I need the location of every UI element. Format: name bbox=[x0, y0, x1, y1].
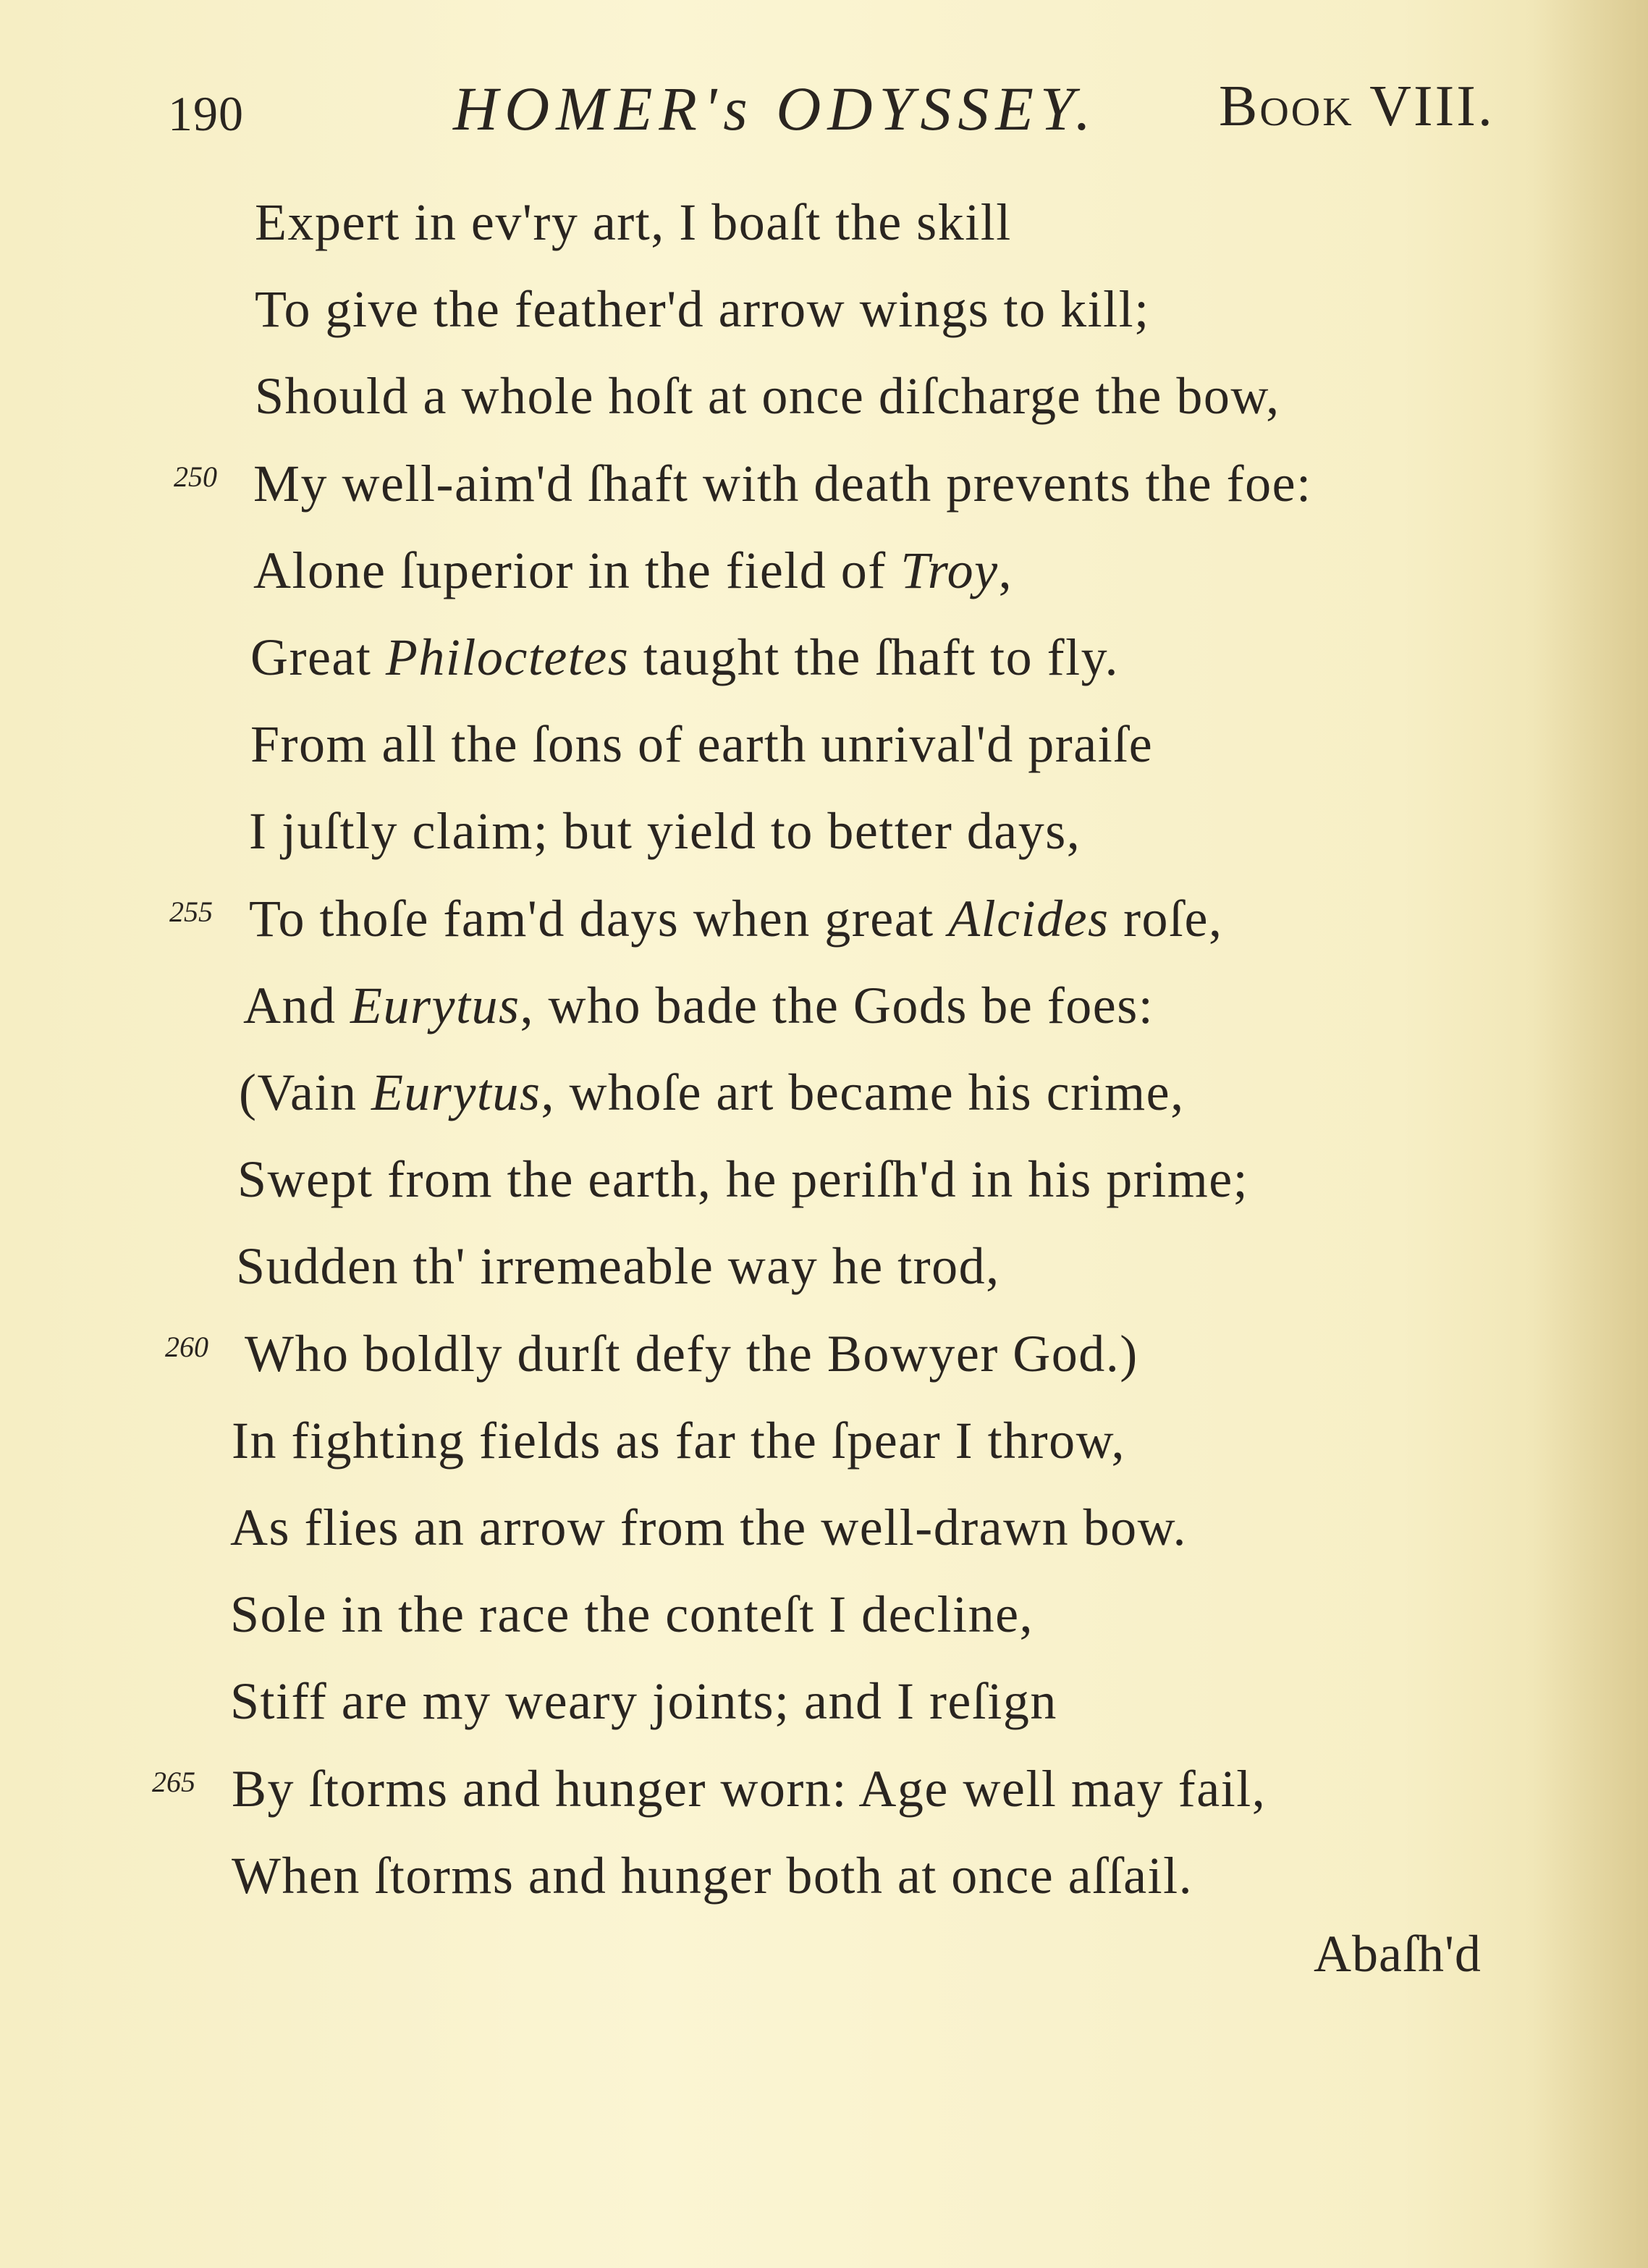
poem-line-text: (Vain Eurytus, whoſe art became his crime, bbox=[239, 1063, 1185, 1121]
line-number: 260 bbox=[165, 1331, 208, 1363]
poem-line bbox=[0, 801, 1648, 874]
poem-line-text: As flies an arrow from the well-drawn bow. bbox=[230, 1498, 1187, 1556]
page-number: 190 bbox=[168, 86, 244, 141]
poem-line-text: By ſtorms and hunger worn: Age well may fail, bbox=[232, 1760, 1267, 1818]
poem-line-text: Sole in the race the conteſt I decline, bbox=[230, 1585, 1034, 1643]
poem-line-text: Sudden th' irremeable way he trod, bbox=[236, 1237, 1000, 1295]
poem-line bbox=[0, 279, 1648, 352]
poem-line bbox=[0, 1672, 1648, 1744]
poem-line-text: Should a whole hoſt at once diſcharge the bow, bbox=[255, 367, 1280, 425]
poem-line bbox=[0, 1585, 1648, 1657]
poem-line-text: Alone ſuperior in the field of Troy, bbox=[253, 541, 1013, 599]
poem-line-text: From all the ſons of earth unrival'd praiſe bbox=[250, 715, 1154, 773]
poem-line-text: To give the feather'd arrow wings to kill; bbox=[255, 280, 1150, 338]
poem-line-text: When ſtorms and hunger both at once aſſail. bbox=[232, 1847, 1193, 1905]
catchword: Abaſh'd bbox=[1314, 1925, 1482, 1983]
line-number: 255 bbox=[169, 895, 213, 928]
poem-line-text: My well-aim'd ſhaft with death prevents the foe: bbox=[253, 455, 1312, 513]
poem-line-text: Swept from the earth, he periſh'd in his prime; bbox=[237, 1150, 1249, 1208]
running-title: HOMER's ODYSSEY. bbox=[453, 74, 1098, 143]
book-label: Book VIII. bbox=[1219, 75, 1495, 138]
poem-line bbox=[0, 1759, 1648, 1831]
poem-line-text: Expert in ev'ry art, I boaſt the skill bbox=[255, 193, 1012, 251]
line-number: 250 bbox=[174, 460, 217, 493]
poem-line bbox=[0, 454, 1648, 526]
poem-line bbox=[0, 193, 1648, 265]
poem-line bbox=[0, 976, 1648, 1048]
poem-line-text: Stiff are my weary joints; and I reſign bbox=[230, 1672, 1057, 1730]
poem-line bbox=[0, 1063, 1648, 1135]
poem-line bbox=[0, 366, 1648, 439]
poem-line-text: I juſtly claim; but yield to better days, bbox=[249, 802, 1081, 860]
poem-line bbox=[0, 1150, 1648, 1222]
poem-line bbox=[0, 1498, 1648, 1570]
poem-line bbox=[0, 541, 1648, 613]
poem-line bbox=[0, 628, 1648, 700]
line-number: 265 bbox=[152, 1766, 195, 1798]
poem-line-text: In fighting fields as far the ſpear I throw, bbox=[232, 1412, 1125, 1470]
poem-line bbox=[0, 1324, 1648, 1396]
poem-line-text: Great Philoctetes taught the ſhaft to fly. bbox=[250, 628, 1119, 686]
poem-line bbox=[0, 1846, 1648, 1918]
poem-line bbox=[0, 714, 1648, 787]
poem-line-text: To thoſe fam'd days when great Alcides roſe, bbox=[249, 890, 1223, 948]
poem-line bbox=[0, 1411, 1648, 1483]
poem-line-text: Who boldly durſt defy the Bowyer God.) bbox=[245, 1325, 1138, 1383]
poem-line bbox=[0, 889, 1648, 961]
page-header bbox=[0, 72, 1648, 152]
poem-line bbox=[0, 1236, 1648, 1309]
poem-line-text: And Eurytus, who bade the Gods be foes: bbox=[243, 977, 1154, 1034]
